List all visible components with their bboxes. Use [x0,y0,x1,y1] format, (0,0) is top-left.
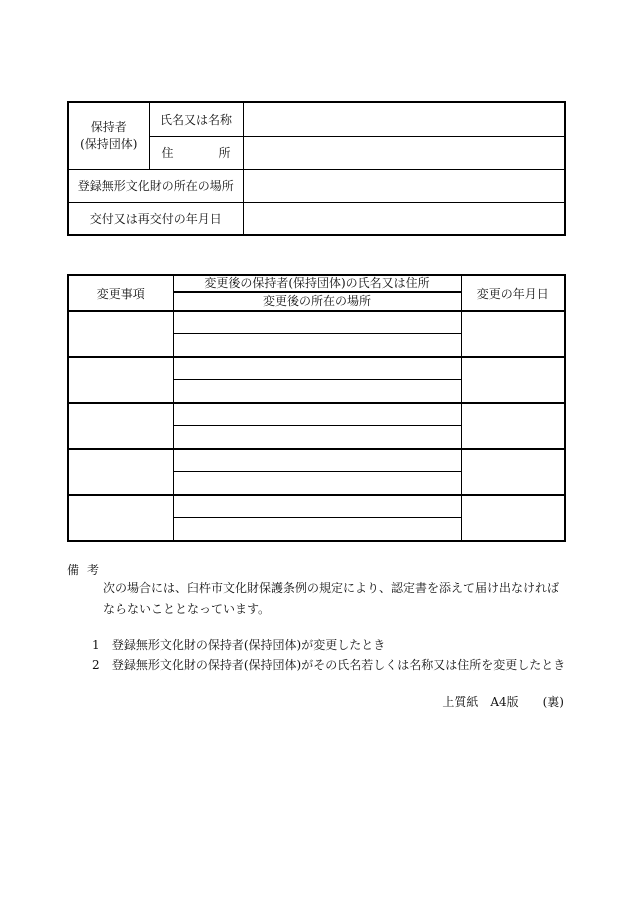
location-label: 登録無形文化財の所在の場所 [68,169,243,202]
row-4-date[interactable] [461,449,565,495]
notes-item-1-text: 登録無形文化財の保持者(保持団体)が変更したとき [111,638,386,652]
row-1-location[interactable] [173,334,461,358]
notes-item-1 [92,636,385,653]
address-label-1: 住 [161,146,174,160]
change-history-table [67,274,566,542]
header-change-date: 変更の年月日 [461,275,565,311]
notes-title: 備考 [67,563,108,577]
holder-info-table [67,101,566,236]
row-4-location[interactable] [173,472,461,496]
address-value[interactable] [243,136,565,169]
row-2-date[interactable] [461,357,565,403]
location-value[interactable] [243,169,565,202]
footer [442,693,564,710]
holder-label: 保持者 [90,119,127,134]
row-2-location[interactable] [173,380,461,404]
header-change-item: 変更事項 [68,275,173,311]
name-value[interactable] [243,102,565,136]
row-2-item[interactable] [68,357,173,403]
notes-item-2-text: 登録無形文化財の保持者(保持団体)がその氏名若しくは名称又は住所を変更したとき [111,658,566,672]
row-2-holder[interactable] [173,357,461,380]
row-3-date[interactable] [461,403,565,449]
address-label-2: 所 [218,146,231,160]
notes-item-1-num: 1 [92,638,100,652]
notes-item-2 [92,656,565,673]
holder-label-cell [68,102,149,169]
notes-item-2-num: 2 [92,658,100,672]
row-3-location[interactable] [173,426,461,450]
paper-spec: 上質紙 A4版 [442,695,519,709]
header-new-holder: 変更後の保持者(保持団体)の氏名又は住所 [173,275,461,292]
row-5-date[interactable] [461,495,565,541]
row-4-holder[interactable] [173,449,461,472]
row-4-item[interactable] [68,449,173,495]
holder-group-label: (保持団体) [80,136,138,151]
row-1-date[interactable] [461,311,565,357]
header-new-location: 変更後の所在の場所 [173,292,461,311]
row-5-holder[interactable] [173,495,461,518]
row-1-holder[interactable] [173,311,461,334]
address-label-cell [149,136,243,169]
date-value[interactable] [243,202,565,235]
row-5-location[interactable] [173,518,461,542]
page-side: (裏) [542,695,564,709]
date-label: 交付又は再交付の年月日 [68,202,243,235]
name-label: 氏名又は名称 [149,102,243,136]
notes-body: 次の場合には、臼杵市文化財保護条例の規定により、認定書を添えて届け出なければならないこととなっています。 [103,581,560,616]
row-5-item[interactable] [68,495,173,541]
row-3-item[interactable] [68,403,173,449]
row-1-item[interactable] [68,311,173,357]
row-3-holder[interactable] [173,403,461,426]
